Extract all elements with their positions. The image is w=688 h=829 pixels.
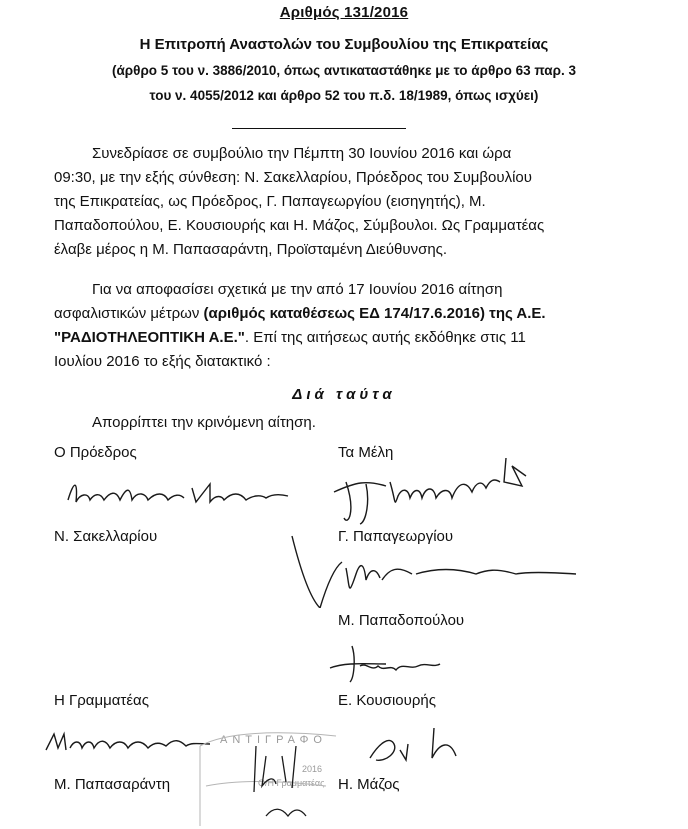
president-title: Ο Πρόεδρος [54,444,137,461]
stamp-role: Ο/Η Γραμματέας [258,778,325,788]
member1-name: Γ. Παπαγεωργίου [338,528,454,545]
paragraph-line: της Επικρατείας, ως Πρόεδρος, Γ. Παπαγεωργίου (εισηγητής), Μ. [54,193,486,210]
member2-signature [286,528,606,608]
secretary-signature [40,722,220,762]
committee-heading: Η Επιτροπή Αναστολών του Συμβουλίου της Επικρατείας [139,36,549,53]
member2-name: Μ. Παπαδοπούλου [338,612,465,629]
purpose-paragraph [54,278,592,374]
member4-name: Η. Μάζος [338,776,400,793]
legal-basis-line-1: (άρθρο 5 του ν. 3886/2010, όπως αντικαταστάθηκε με το άρθρο 63 παρ. 3 [112,63,576,78]
dia-tauta-heading: Διά ταύτα [292,386,396,403]
decision-text: Απορρίπτει την κρινόμενη αίτηση. [92,414,316,431]
stamp-label: ΑΝΤΙΓΡΑΦΟ [220,734,327,746]
stamp-year: 2016 [302,764,323,774]
legal-basis-line-2: του ν. 4055/2012 και άρθρο 52 του π.δ. 18/1989, όπως ισχύει) [149,88,539,103]
member3-name: Ε. Κουσιουρής [338,692,436,709]
document-number: Αριθμός 131/2016 [279,4,409,21]
president-name: Ν. Σακελλαρίου [54,528,158,545]
member4-signature [360,722,470,772]
secretary-title: Η Γραμματέας [54,692,149,709]
paragraph-line [54,326,592,350]
text-run: ασφαλιστικών μέτρων [54,305,204,322]
filing-number: (αριθμός καταθέσεως ΕΔ 174/17.6.2016) της Α.Ε. [203,305,546,322]
paragraph-line [54,302,592,326]
paragraph-line: έλαβε μέρος η Μ. Παπασαράντη, Προϊσταμένη Διεύθυνσης. [54,241,448,258]
paragraph-line: Ιουλίου 2016 το εξής διατακτικό : [54,353,271,370]
company-name: "ΡΑΔΙΟΤΗΛΕΟΠΤΙΚΗ Α.Ε." [54,329,245,346]
members-title: Τα Μέλη [338,444,394,461]
president-signature [60,470,300,520]
paragraph-line: Συνεδρίασε σε συμβούλιο την Πέμπτη 30 Ιουνίου 2016 και ώρα [92,145,512,162]
member1-signature [326,452,536,532]
paragraph-line: Για να αποφασίσει σχετικά με την από 17 Ιουνίου 2016 αίτηση [92,281,503,298]
stamp-shape [196,726,346,829]
member3-signature [326,638,446,688]
text-run: . Επί της αιτήσεως αυτής εκδόθηκε στις 11 [244,329,526,346]
paragraph-line: 09:30, με την εξής σύνθεση: Ν. Σακελλαρίου, Πρόεδρος του Συμβουλίου [54,169,532,186]
separator-line [232,128,406,129]
secretary-name: Μ. Παπασαράντη [54,776,171,793]
session-paragraph [54,142,592,262]
paragraph-line: Παπαδοπούλου, Ε. Κουσιουρής και Η. Μάζος, Σύμβουλοι. Ως Γραμματέας [54,217,545,234]
